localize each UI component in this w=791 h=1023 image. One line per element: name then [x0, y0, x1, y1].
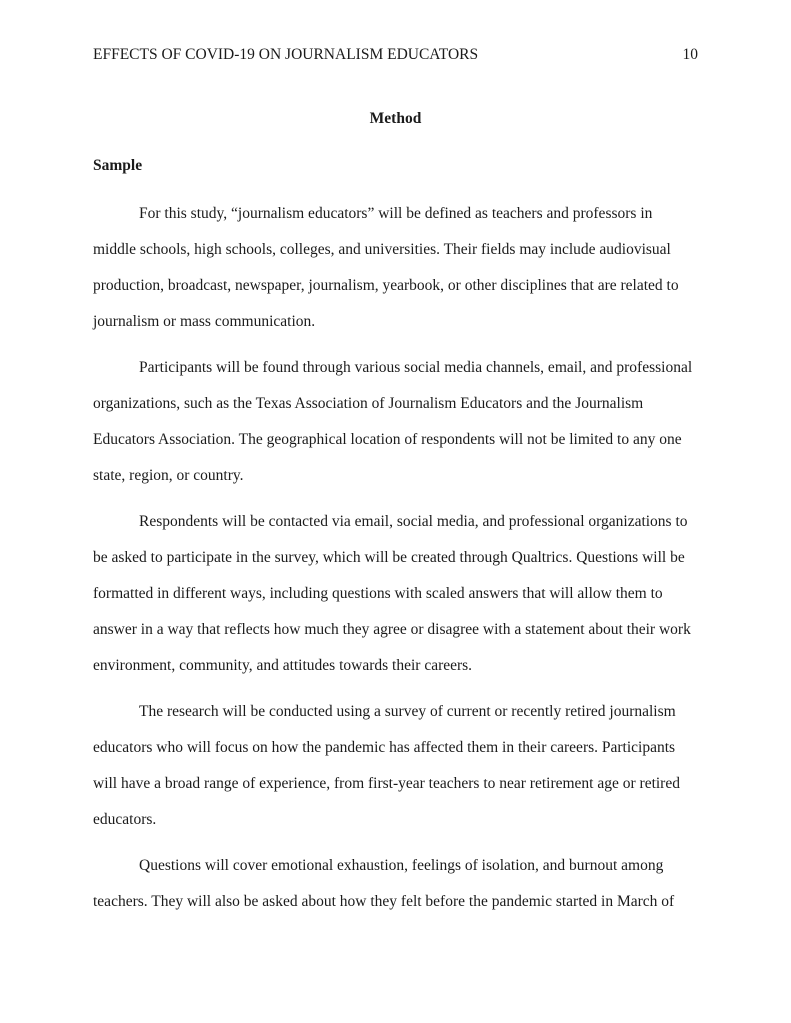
running-head-title: EFFECTS OF COVID-19 ON JOURNALISM EDUCATORS [93, 46, 479, 63]
paragraph-survey-contact-method: Respondents will be contacted via email, social media, and professional organizations to be asked to participate in the survey, which will be created through Qualtrics. Questions will be formatted in different ways, including questions with scaled answers that will allow them to answer in a way that reflects how much they agree or disagree with a statement about their work environment, community, and attitudes towards their careers. [93, 513, 691, 674]
paragraph-research-scope: The research will be conducted using a survey of current or recently retired journalism educators who will focus on how the pandemic has affected them in their careers. Participants will have a broad range of experience, from first-year teachers to near retirement age or retired educators. [93, 703, 680, 828]
running-head [93, 46, 698, 64]
section-heading-method: Method [369, 110, 422, 127]
paragraph-participant-recruitment: Participants will be found through various social media channels, email, and professional organizations, such as the Texas Association of Journalism Educators and the Journalism Educators Association. The geographical location of respondents will not be limited to any one state, region, or country. [93, 359, 693, 484]
paragraph-question-topics: Questions will cover emotional exhaustion, feelings of isolation, and burnout among teachers. They will also be asked about how they felt before the pandemic started in March of [93, 857, 675, 910]
paragraph-definition-of-educators: For this study, “journalism educators” will be defined as teachers and professors in middle schools, high schools, colleges, and universities. Their fields may include audiovisual production, broadcast, newspaper, journalism, yearbook, or other disciplines that are related to journalism or mass communication. [93, 205, 679, 330]
subsection-heading-sample: Sample [93, 157, 143, 174]
page-number: 10 [682, 46, 698, 63]
